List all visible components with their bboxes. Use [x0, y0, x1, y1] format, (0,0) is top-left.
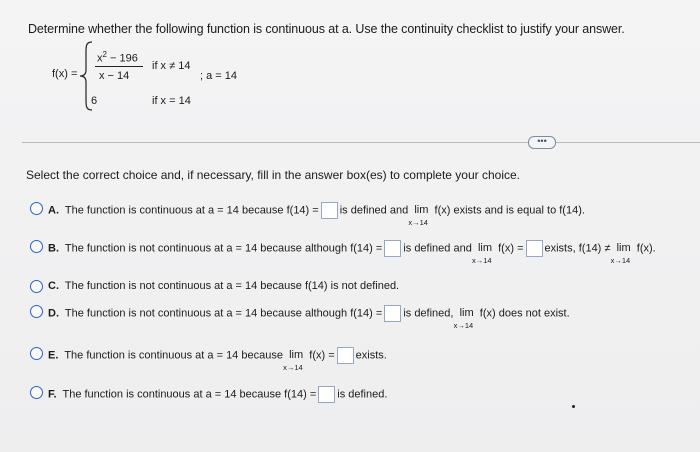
- limit-expression: [283, 349, 304, 373]
- option-text: The function is continuous at a = 14 because: [64, 349, 283, 362]
- limit-expression: [453, 307, 474, 331]
- limit-expression: [610, 242, 631, 266]
- radio-option-d[interactable]: [30, 305, 43, 318]
- option-text: is defined and: [339, 204, 409, 217]
- radio-option-a[interactable]: [30, 202, 43, 215]
- radio-option-e[interactable]: [30, 347, 43, 360]
- answer-box-a1[interactable]: [321, 202, 338, 219]
- option-text: f(x).: [636, 242, 656, 255]
- limit-subscript: x→14: [471, 256, 492, 266]
- option-letter: E.: [48, 349, 59, 362]
- fraction-denominator: x − 14: [99, 70, 130, 82]
- limit-subscript: x→14: [408, 218, 428, 228]
- option-text: The function is continuous at a = 14 because f(14) =: [64, 204, 319, 217]
- limit-label: lim: [459, 307, 474, 320]
- option-text: f(x) =: [309, 349, 335, 362]
- option-text: The function is not continuous at a = 14 because f(14) is not defined.: [64, 280, 400, 292]
- option-text: The function is not continuous at a = 14 because although f(14) =: [64, 307, 383, 320]
- option-text: f(x) exists and is equal to f(14).: [434, 204, 585, 217]
- fraction-numerator: [97, 50, 138, 65]
- radio-option-b[interactable]: [30, 240, 43, 253]
- limit-label: lim: [477, 242, 492, 255]
- condition-1: if x ≠ 14: [152, 60, 191, 72]
- limit-label: lim: [289, 349, 304, 362]
- function-label: f(x) =: [52, 68, 78, 80]
- option-letter: D.: [48, 307, 59, 320]
- stray-dot: [572, 405, 575, 408]
- option-text: The function is not continuous at a = 14 because although f(14) =: [64, 242, 383, 255]
- radio-option-f[interactable]: [30, 386, 43, 399]
- option-letter: C.: [48, 280, 59, 292]
- option-text: is defined and: [403, 242, 472, 255]
- option-text: exists, f(14) ≠: [544, 242, 611, 255]
- limit-subscript: x→14: [453, 321, 474, 331]
- option-text: is defined.: [337, 388, 388, 401]
- option-letter: F.: [48, 388, 57, 401]
- limit-subscript: x→14: [610, 256, 631, 266]
- option-text: f(x) =: [498, 242, 524, 255]
- limit-label: lim: [414, 204, 429, 217]
- option-text: The function is continuous at a = 14 because f(14) =: [62, 388, 317, 401]
- option-c[interactable]: [48, 280, 399, 292]
- condition-2: if x = 14: [152, 95, 191, 107]
- option-b[interactable]: [48, 240, 656, 266]
- piece-2-value: 6: [91, 95, 98, 107]
- section-divider: [22, 142, 700, 143]
- answer-box-b1[interactable]: [384, 240, 401, 257]
- limit-subscript: x→14: [283, 363, 303, 373]
- option-letter: A.: [48, 204, 59, 217]
- option-a[interactable]: [48, 202, 585, 228]
- limit-expression: [408, 204, 429, 228]
- numerator-exponent: 2: [102, 50, 107, 59]
- answer-box-d1[interactable]: [384, 305, 401, 322]
- option-d[interactable]: [48, 305, 570, 331]
- option-letter: B.: [48, 242, 59, 255]
- option-f[interactable]: [48, 386, 387, 403]
- answer-box-b2[interactable]: [526, 240, 543, 257]
- answer-box-f1[interactable]: [318, 386, 335, 403]
- a-value: ; a = 14: [200, 70, 238, 82]
- option-text: is defined,: [403, 307, 454, 320]
- more-button[interactable]: •••: [528, 136, 556, 149]
- limit-label: lim: [616, 242, 631, 255]
- limit-expression: [471, 242, 492, 266]
- fraction-bar: [95, 66, 143, 67]
- numerator-base: x: [97, 52, 103, 65]
- instruction-text: Select the correct choice and, if necessary, fill in the answer box(es) to complete your choice.: [26, 168, 521, 182]
- question-prompt: Determine whether the following function is continuous at a. Use the continuity checklist to justify your answer.: [28, 22, 625, 36]
- radio-option-c[interactable]: [30, 280, 43, 293]
- option-e[interactable]: [48, 347, 387, 373]
- answer-box-e1[interactable]: [337, 347, 354, 364]
- numerator-rest: − 196: [110, 52, 138, 65]
- option-text: f(x) does not exist.: [479, 307, 570, 320]
- option-text: exists.: [355, 349, 387, 362]
